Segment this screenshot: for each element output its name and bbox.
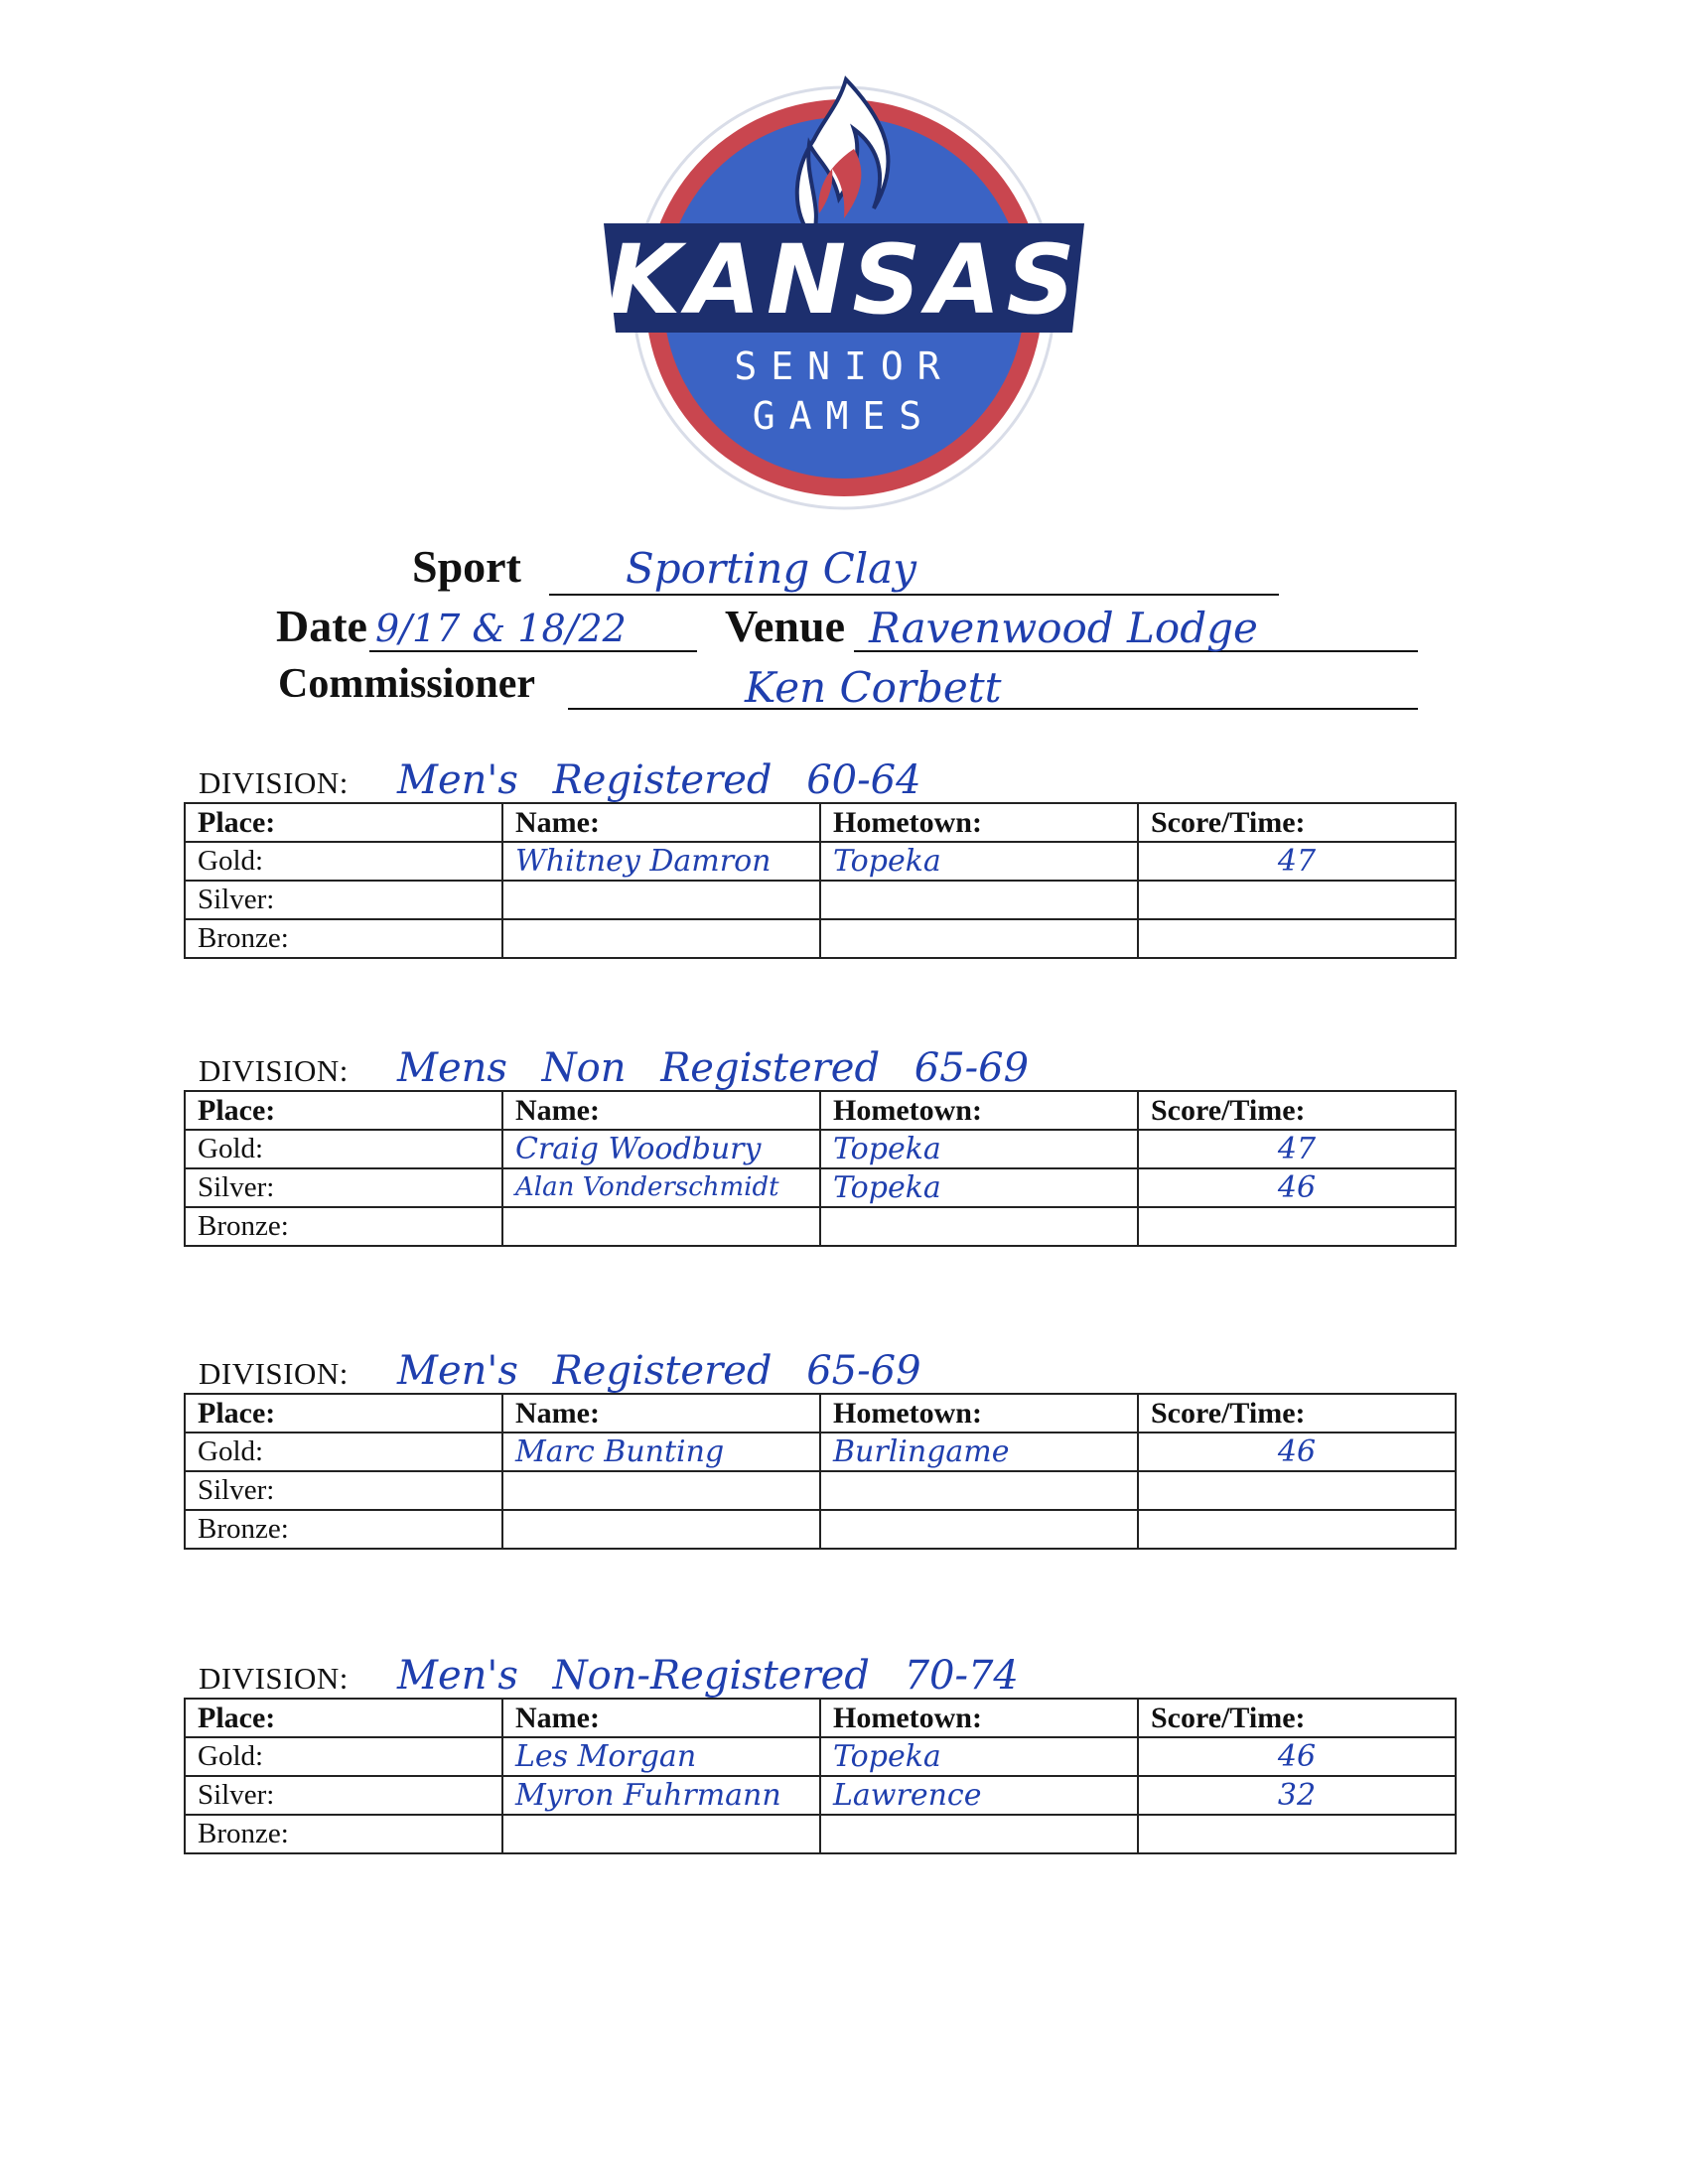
table-row <box>185 881 1456 919</box>
hometown-cell <box>820 1471 1138 1510</box>
division-label: DIVISION: <box>199 1356 349 1391</box>
place-cell: Gold: <box>185 1433 502 1471</box>
hometown-cell: Topeka <box>820 842 1138 881</box>
table-header-row <box>185 1091 1456 1130</box>
score-header: Score/Time: <box>1138 1091 1456 1130</box>
place-header: Place: <box>185 1091 502 1130</box>
table-row <box>185 1776 1456 1815</box>
date-value: 9/17 & 18/22 <box>375 607 627 650</box>
table-row <box>185 1471 1456 1510</box>
table-row <box>185 1433 1456 1471</box>
venue-label: Venue <box>725 601 845 651</box>
division-block <box>184 1345 1455 1550</box>
name-cell: Whitney Damron <box>502 842 820 881</box>
name-header: Name: <box>502 1091 820 1130</box>
hometown-cell: Lawrence <box>820 1776 1138 1815</box>
name-header: Name: <box>502 1394 820 1433</box>
table-header-row <box>185 803 1456 842</box>
score-cell: 32 <box>1138 1776 1456 1815</box>
table-row <box>185 919 1456 958</box>
date-label: Date <box>276 601 367 651</box>
score-cell <box>1138 1207 1456 1246</box>
results-table <box>184 1090 1457 1247</box>
score-cell <box>1138 1510 1456 1549</box>
place-cell: Bronze: <box>185 1510 502 1549</box>
hometown-cell <box>820 1207 1138 1246</box>
division-title: Men's Registered 60-64 <box>397 757 921 803</box>
score-header: Score/Time: <box>1138 1699 1456 1737</box>
hometown-cell <box>820 919 1138 958</box>
date-underline <box>369 650 697 652</box>
hometown-cell <box>820 1510 1138 1549</box>
hometown-header: Hometown: <box>820 1091 1138 1130</box>
name-cell <box>502 1815 820 1853</box>
score-cell <box>1138 1471 1456 1510</box>
name-cell <box>502 1510 820 1549</box>
name-cell: Craig Woodbury <box>502 1130 820 1168</box>
place-cell: Bronze: <box>185 919 502 958</box>
logo-wordmark: KANSAS <box>607 224 1081 336</box>
table-row <box>185 1815 1456 1853</box>
name-cell <box>502 919 820 958</box>
score-cell: 46 <box>1138 1433 1456 1471</box>
place-cell: Gold: <box>185 842 502 881</box>
name-cell: Alan Vonderschmidt <box>502 1168 820 1207</box>
results-table <box>184 1698 1457 1854</box>
sport-underline <box>549 594 1279 596</box>
place-cell: Silver: <box>185 1471 502 1510</box>
name-cell: Myron Fuhrmann <box>502 1776 820 1815</box>
hometown-cell: Topeka <box>820 1168 1138 1207</box>
place-cell: Silver: <box>185 1168 502 1207</box>
score-cell <box>1138 881 1456 919</box>
place-header: Place: <box>185 803 502 842</box>
hometown-header: Hometown: <box>820 803 1138 842</box>
place-cell: Bronze: <box>185 1815 502 1853</box>
table-header-row <box>185 1394 1456 1433</box>
commissioner-label: Commissioner <box>278 661 535 707</box>
place-cell: Gold: <box>185 1737 502 1776</box>
table-row <box>185 1130 1456 1168</box>
venue-value: Ravenwood Lodge <box>869 604 1258 652</box>
sport-value: Sporting Clay <box>626 544 916 593</box>
kansas-senior-games-logo <box>556 50 1132 516</box>
place-header: Place: <box>185 1394 502 1433</box>
place-header: Place: <box>185 1699 502 1737</box>
logo-line-1: SENIOR <box>734 344 954 388</box>
score-cell: 46 <box>1138 1737 1456 1776</box>
division-label: DIVISION: <box>199 765 349 800</box>
name-cell <box>502 1471 820 1510</box>
name-header: Name: <box>502 1699 820 1737</box>
hometown-cell <box>820 881 1138 919</box>
hometown-header: Hometown: <box>820 1699 1138 1737</box>
score-cell: 47 <box>1138 1130 1456 1168</box>
logo-line-2: GAMES <box>752 394 936 438</box>
place-cell: Silver: <box>185 881 502 919</box>
hometown-cell: Topeka <box>820 1130 1138 1168</box>
hometown-cell: Burlingame <box>820 1433 1138 1471</box>
division-title: Men's Registered 65-69 <box>397 1348 921 1394</box>
name-header: Name: <box>502 803 820 842</box>
logo-graphic <box>556 50 1132 516</box>
place-cell: Silver: <box>185 1776 502 1815</box>
hometown-cell: Topeka <box>820 1737 1138 1776</box>
hometown-cell <box>820 1815 1138 1853</box>
table-row <box>185 1737 1456 1776</box>
results-table <box>184 1393 1457 1550</box>
table-row <box>185 1510 1456 1549</box>
results-table <box>184 802 1457 959</box>
division-title: Mens Non Registered 65-69 <box>397 1045 1030 1091</box>
score-cell <box>1138 1815 1456 1853</box>
name-cell: Marc Bunting <box>502 1433 820 1471</box>
table-row <box>185 1168 1456 1207</box>
commissioner-value: Ken Corbett <box>745 663 1002 712</box>
score-header: Score/Time: <box>1138 1394 1456 1433</box>
name-cell: Les Morgan <box>502 1737 820 1776</box>
place-cell: Bronze: <box>185 1207 502 1246</box>
name-cell <box>502 881 820 919</box>
table-header-row <box>185 1699 1456 1737</box>
division-title: Men's Non-Registered 70-74 <box>397 1653 1019 1699</box>
score-cell: 46 <box>1138 1168 1456 1207</box>
score-header: Score/Time: <box>1138 803 1456 842</box>
division-label: DIVISION: <box>199 1053 349 1088</box>
division-block <box>184 1042 1455 1247</box>
table-row <box>185 1207 1456 1246</box>
division-label: DIVISION: <box>199 1661 349 1696</box>
division-block <box>184 754 1455 959</box>
sport-label: Sport <box>412 541 521 592</box>
name-cell <box>502 1207 820 1246</box>
score-cell: 47 <box>1138 842 1456 881</box>
table-row <box>185 842 1456 881</box>
hometown-header: Hometown: <box>820 1394 1138 1433</box>
place-cell: Gold: <box>185 1130 502 1168</box>
score-cell <box>1138 919 1456 958</box>
division-block <box>184 1650 1455 1854</box>
